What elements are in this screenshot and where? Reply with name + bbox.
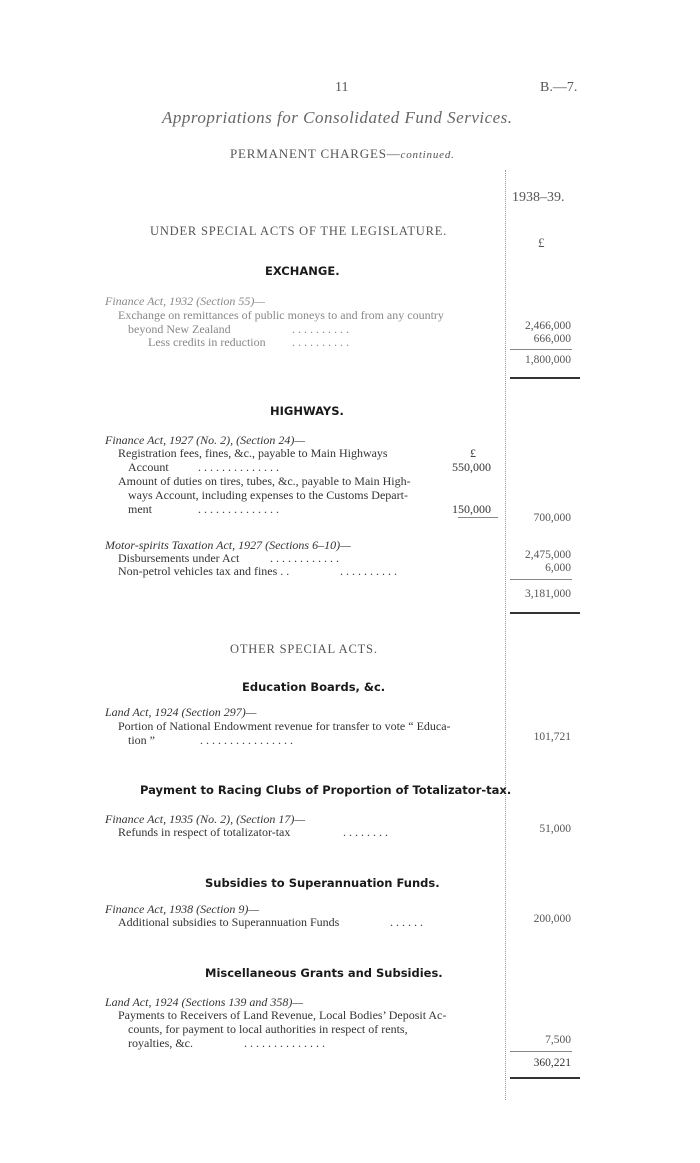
exchange-total-rule — [510, 377, 580, 379]
education-dots: . . . . . . . . . . . . . . . . — [200, 733, 293, 747]
misc-grants-heading: Miscellaneous Grants and Subsidies. — [205, 966, 443, 980]
education-act: Land Act, 1924 (Section 297)— — [105, 705, 257, 719]
highways-sum-rule — [510, 579, 572, 580]
racing-line1: Refunds in respect of totalizator-tax — [118, 825, 291, 839]
highways-amount-registration: 550,000 — [452, 460, 491, 474]
subtitle-main: PERMANENT CHARGES— — [230, 146, 401, 161]
highways-line3: Amount of duties on tires, tubes, &c., payable to Main High- — [118, 474, 411, 488]
education-line2: tion ” — [128, 733, 155, 747]
column-divider — [505, 170, 506, 1100]
highways-dots5: . . . . . . . . . . . . . . — [198, 502, 279, 516]
other-total-rule — [510, 1077, 580, 1079]
subtitle-continued: continued. — [400, 149, 455, 161]
superannuation-dots: . . . . . . — [390, 915, 423, 929]
column-year: 1938–39. — [512, 190, 565, 205]
highways-dots6: . . . . . . . . . . . . — [270, 551, 339, 565]
education-line1: Portion of National Endowment revenue for transfer to vote “ Educa- — [118, 719, 451, 733]
paper-reference: B.—7. — [540, 80, 578, 95]
other-total: 360,221 — [533, 1057, 571, 1069]
racing-dots: . . . . . . . . — [343, 825, 388, 839]
racing-act: Finance Act, 1935 (No. 2), (Section 17)— — [105, 812, 306, 826]
highways-dots7: . . . . . . . . . . — [340, 564, 397, 578]
highways-line4: ways Account, including expenses to the Customs Depart- — [128, 488, 408, 502]
page-subtitle — [230, 146, 455, 162]
misc-act: Land Act, 1924 (Sections 139 and 358)— — [105, 995, 304, 1009]
highways-dots2: . . . . . . . . . . . . . . — [198, 460, 279, 474]
racing-heading: Payment to Racing Clubs of Proportion of Totalizator-tax. — [140, 783, 512, 797]
misc-amount: 7,500 — [545, 1034, 571, 1046]
highways-line1: Registration fees, fines, &c., payable to Main Highways — [118, 446, 388, 460]
superannuation-heading: Subsidies to Superannuation Funds. — [205, 876, 440, 890]
highways-line7: Non-petrol vehicles tax and fines . . — [118, 564, 290, 578]
superannuation-line1: Additional subsidies to Superannuation Funds — [118, 915, 340, 929]
highways-subtotal: 700,000 — [533, 512, 571, 524]
highways-act1: Finance Act, 1927 (No. 2), (Section 24)— — [105, 433, 306, 447]
education-heading: Education Boards, &c. — [242, 680, 386, 694]
exchange-sum-rule — [510, 349, 572, 350]
exchange-heading: EXCHANGE. — [265, 264, 340, 278]
superannuation-act: Finance Act, 1938 (Section 9)— — [105, 902, 260, 916]
misc-dots: . . . . . . . . . . . . . . — [244, 1036, 325, 1050]
exchange-line2: beyond New Zealand — [128, 322, 231, 336]
highways-line5: ment — [128, 502, 152, 516]
exchange-line3: Less credits in reduction — [148, 335, 266, 349]
misc-line2: counts, for payment to local authorities in respect of rents, — [128, 1022, 408, 1036]
exchange-dots3: . . . . . . . . . . — [292, 335, 349, 349]
section-heading-special-acts: UNDER SPECIAL ACTS OF THE LEGISLATURE. — [150, 224, 448, 238]
exchange-line1: Exchange on remittances of public moneys to and from any country — [118, 308, 444, 322]
other-acts-heading: OTHER SPECIAL ACTS. — [230, 642, 378, 656]
highways-total: 3,181,000 — [525, 588, 571, 600]
exchange-act: Finance Act, 1932 (Section 55)— — [105, 294, 266, 308]
education-amount: 101,721 — [533, 731, 571, 743]
highways-total-rule — [510, 612, 580, 614]
exchange-amount1: 2,466,000 — [525, 320, 571, 332]
highways-line6: Disbursements under Act — [118, 551, 240, 565]
exchange-dots2: . . . . . . . . . . — [292, 322, 349, 336]
racing-amount: 51,000 — [539, 823, 571, 835]
superannuation-amount: 200,000 — [533, 913, 571, 925]
highways-line2: Account — [128, 460, 169, 474]
exchange-amount2: 666,000 — [533, 333, 571, 345]
highways-act2: Motor-spirits Taxation Act, 1927 (Sections 6–10)— — [105, 538, 351, 552]
highways-amount-disbursements: 2,475,000 — [525, 549, 571, 561]
highways-amount-nonpetrol: 6,000 — [545, 562, 571, 574]
misc-line1: Payments to Receivers of Land Revenue, Local Bodies’ Deposit Ac- — [118, 1008, 447, 1022]
highways-amount-duties: 150,000 — [452, 502, 491, 516]
other-sum-rule — [510, 1051, 572, 1052]
misc-line3: royalties, &c. — [128, 1036, 193, 1050]
highways-unit: £ — [470, 446, 476, 460]
page-title: Appropriations for Consolidated Fund Services. — [162, 108, 513, 127]
highways-heading: HIGHWAYS. — [270, 404, 344, 418]
exchange-total: 1,800,000 — [525, 354, 571, 366]
highways-sub-rule — [458, 517, 498, 518]
page-number: 11 — [335, 80, 349, 95]
column-unit: £ — [538, 235, 545, 250]
